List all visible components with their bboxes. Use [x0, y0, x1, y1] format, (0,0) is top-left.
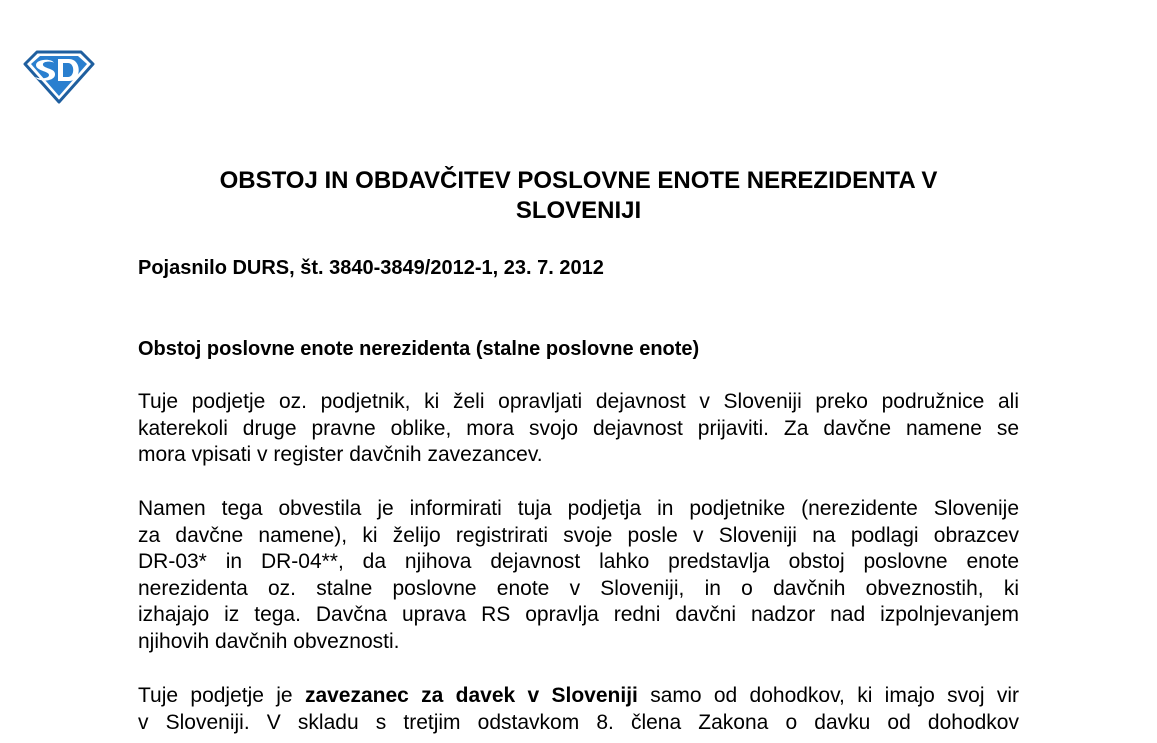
paragraph-3-text: Tuje podjetje je [138, 684, 305, 707]
paragraph-1 [138, 389, 1019, 469]
document-reference: Pojasnilo DURS, št. 3840-3849/2012-1, 23. 7. 2012 [138, 257, 604, 279]
paragraph-2-line: DR-03* in DR-04**, da njihova dejavnost lahko predstavlja obstoj poslovne enote [138, 550, 1019, 573]
paragraph-2-line: izhajajo iz tega. Davčna uprava RS opravlja redni davčni nadzor nad izpolnjevanjem [138, 603, 1019, 626]
paragraph-3-line-2: v Sloveniji. V skladu s tretjim odstavkom 8. člena Zakona o davku od dohodkov [138, 710, 1019, 734]
paragraph-3-line-1 [138, 683, 1019, 710]
title-line-2: SLOVENIJI [515, 197, 642, 224]
section-heading: Obstoj poslovne enote nerezidenta (stalne poslovne enote) [138, 338, 700, 360]
sd-diamond-logo-icon [22, 48, 96, 104]
paragraph-2-line: za davčne namene), ki želijo registrirati svoje posle v Sloveniji na podlagi obrazcev [138, 523, 1019, 547]
paragraph-2-line: nerezidenta oz. stalne poslovne enote v Sloveniji, in o davčnih obveznostih, ki [138, 576, 1019, 600]
paragraph-3-emphasis: zavezanec za davek v Sloveniji [304, 684, 638, 707]
paragraph-2-line: Namen tega obvestila je informirati tuja podjetja in podjetnike (nerezidente Slovenije [138, 497, 1019, 520]
paragraph-2-line: njihovih davčnih obveznosti. [138, 629, 400, 653]
paragraph-1-line: Tuje podjetje oz. podjetnik, ki želi opravljati dejavnost v Sloveniji preko podružnice ali [138, 390, 1019, 413]
paragraph-1-line: mora vpisati v register davčnih zavezancev. [138, 443, 543, 466]
paragraph-3 [138, 683, 1019, 736]
document-title [138, 166, 1019, 226]
paragraph-2 [138, 496, 1019, 655]
title-line-1: OBSTOJ IN OBDAVČITEV POSLOVNE ENOTE NEREZIDENTA V [219, 167, 938, 194]
paragraph-3-text: samo od dohodkov, ki imajo svoj vir [637, 684, 1019, 707]
paragraph-1-line: katerekoli druge pravne oblike, mora svojo dejavnost prijaviti. Za davčne namene se [138, 416, 1019, 440]
